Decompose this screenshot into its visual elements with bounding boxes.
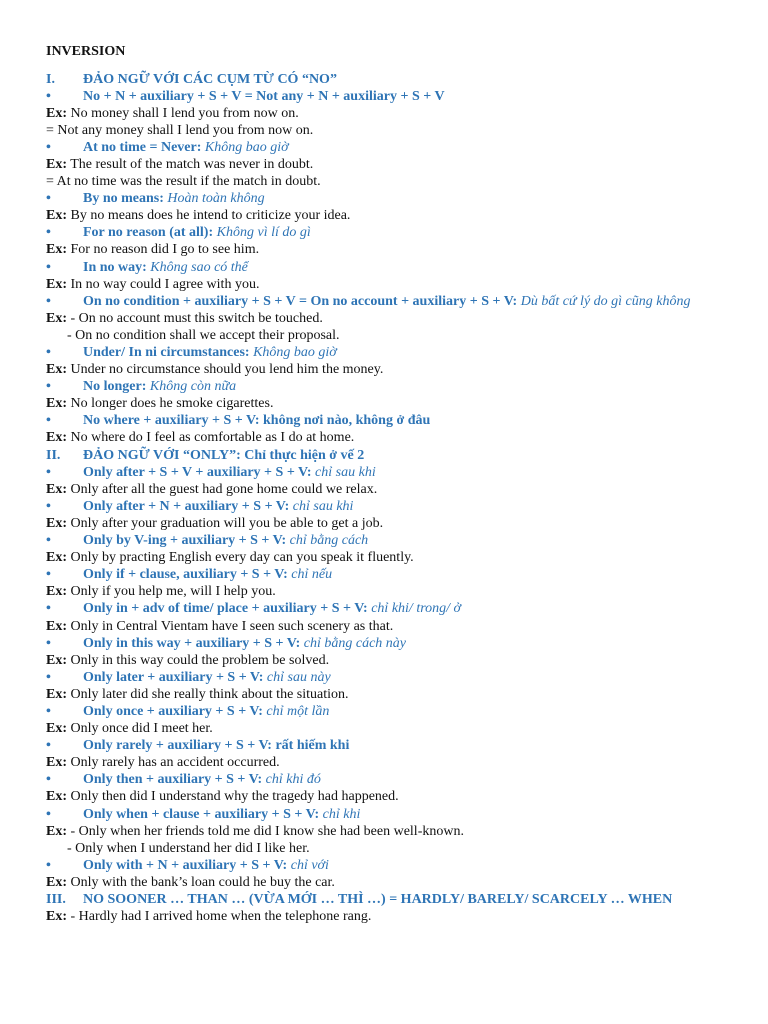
rule-item [46,806,736,823]
example-label: Ex: [46,823,67,839]
rule-text [83,88,736,105]
example-text: For no reason did I go to see him. [67,242,260,258]
example-label: Ex: [46,909,67,925]
bullet-icon: • [46,191,51,207]
bullet-icon: • [46,669,51,685]
example-line [46,874,736,891]
rule-meaning: chỉ bằng cách này [300,635,407,651]
example-text: No money shall I lend you from now on. [67,105,299,121]
example-text: Only rarely has an accident occurred. [67,755,280,771]
example-line [46,327,736,344]
example-line [46,241,736,258]
rule-item [46,464,736,481]
example-line [46,395,736,412]
section-heading [46,447,736,464]
example-line [46,207,736,224]
example-label: Ex: [46,362,67,378]
rule-text [83,532,736,549]
example-line [46,908,736,925]
rule-pattern: On no condition + auxiliary + S + V = On no account + auxiliary + S + V: [83,293,518,309]
rule-text [83,498,736,515]
rule-pattern: Only in this way + auxiliary + S + V: [83,635,301,651]
rule-item [46,498,736,515]
example-line [46,583,736,600]
bullet-icon: • [46,635,51,651]
rule-pattern: Only after + N + auxiliary + S + V: [83,498,290,514]
example-label: Ex: [46,584,67,600]
section-heading [46,71,736,88]
bullet-icon: • [46,806,51,822]
example-text: No longer does he smoke cigarettes. [67,396,274,412]
rule-text [83,412,736,429]
rule-text [83,771,736,788]
rule-item [46,224,736,241]
rule-meaning: chỉ sau khi [311,464,376,480]
example-text: Under no circumstance should you lend him the money. [67,362,384,378]
rule-meaning: Không sao có thể [146,259,248,275]
example-text: Only if you help me, will I help you. [67,584,276,600]
example-text: Only after all the guest had gone home could we relax. [67,481,378,497]
example-line [46,310,736,327]
rule-item [46,378,736,395]
example-label: Ex: [46,242,67,258]
example-line [46,652,736,669]
rule-meaning: Không còn nữa [146,379,237,395]
rule-item [46,703,736,720]
bullet-icon: • [46,703,51,719]
example-text: The result of the match was never in doubt. [67,156,314,172]
rule-text [83,139,736,156]
section-heading [46,891,736,908]
example-line [46,276,736,293]
rule-pattern: Only if + clause, auxiliary + S + V: [83,567,288,583]
example-text: - Only when her friends told me did I know she had been well-known. [67,823,464,839]
example-line [46,429,736,446]
rule-pattern: In no way: [83,259,147,275]
rule-meaning: Hoàn toàn không [163,191,265,207]
document-title: INVERSION [46,44,126,59]
rule-meaning: Không bao giờ [249,345,337,360]
bullet-icon: • [46,464,51,480]
rule-text [83,378,736,395]
rule-pattern: Only when + clause + auxiliary + S + V: [83,806,320,822]
example-text: Only after your graduation will you be able to get a job. [67,515,384,531]
rule-text [83,566,736,583]
bullet-icon: • [46,413,51,429]
rule-text [83,669,736,686]
example-text: = Not any money shall I lend you from now on. [46,122,314,138]
rule-meaning: chỉ sau này [263,669,331,685]
example-label: Ex: [46,208,67,224]
bullet-icon: • [46,259,51,275]
rule-text [83,293,736,310]
bullet-icon: • [46,857,51,873]
example-label: Ex: [46,550,67,566]
section-number: III. [46,892,66,907]
rule-text [83,224,736,241]
rule-pattern: Only after + S + V + auxiliary + S + V: [83,464,312,480]
example-label: Ex: [46,789,67,805]
rule-meaning: Không bao giờ [201,139,289,155]
section-number: II. [46,447,61,463]
example-text: - On no account must this switch be touched. [67,310,323,326]
rule-pattern: At no time = Never: [83,139,202,155]
bullet-icon: • [46,379,51,395]
rule-item [46,190,736,207]
example-line [46,515,736,532]
bullet-icon: • [46,772,51,788]
example-line [46,754,736,771]
rule-item [46,566,736,583]
rule-pattern: Only with + N + auxiliary + S + V: [83,857,288,873]
rule-text [83,344,736,361]
example-text: Only later did she really think about the situation. [67,686,349,702]
bullet-icon: • [46,139,51,155]
rule-pattern: Only then + auxiliary + S + V: [83,772,263,788]
example-text: Only once did I meet her. [67,721,213,737]
rule-meaning: chỉ khi/ trong/ ở [367,601,461,617]
example-label: Ex: [46,618,67,634]
rule-meaning: chỉ khi đó [262,772,321,788]
rule-item [46,737,736,754]
sections-container [46,71,736,926]
rule-pattern: No where + auxiliary + S + V: không nơi nào, không ở đâu [83,413,431,429]
rule-meaning: chỉ khi [319,806,361,822]
section-title: ĐẢO NGỮ VỚI “ONLY”: Chỉ thực hiện ở vế 2 [83,447,365,463]
example-line [46,361,736,378]
example-text: Only in this way could the problem be solved. [67,652,330,668]
rule-item [46,669,736,686]
example-label: Ex: [46,430,67,446]
bullet-icon: • [46,293,51,309]
document-page [46,43,736,925]
rule-text [83,737,736,754]
rule-meaning: chỉ nếu [287,567,333,583]
rule-pattern: Under/ In ni circumstances: [83,345,250,360]
section-1 [46,71,736,447]
rule-pattern: No longer: [83,379,147,395]
example-text: - On no condition shall we accept their proposal. [46,327,340,343]
example-line [46,156,736,173]
section-3 [46,891,736,925]
rule-meaning: chỉ bằng cách [286,533,369,549]
rule-meaning: chỉ sau khi [289,498,354,514]
rule-meaning: Dù bất cứ lý do gì cũng không [517,293,691,309]
rule-meaning: chỉ một lần [262,703,330,719]
example-label: Ex: [46,310,67,326]
example-line [46,686,736,703]
example-text: By no means does he intend to criticize your idea. [67,208,351,224]
rule-pattern: Only by V-ing + auxiliary + S + V: [83,533,287,549]
example-line [46,840,736,857]
example-label: Ex: [46,686,67,702]
example-text: - Only when I understand her did I like her. [46,840,310,856]
rule-text [83,190,736,207]
bullet-icon: • [46,225,51,241]
bullet-icon: • [46,533,51,549]
rule-item [46,293,736,310]
rule-pattern: Only in + adv of time/ place + auxiliary + S + V: [83,601,368,617]
rule-pattern: Only later + auxiliary + S + V: [83,669,264,685]
bullet-icon: • [46,738,51,754]
rule-text [83,464,736,481]
example-text: In no way could I agree with you. [67,276,260,292]
rule-item [46,600,736,617]
rule-meaning: Không vì lí do gì [213,225,311,241]
example-label: Ex: [46,481,67,497]
example-text: Only in Central Vientam have I seen such scenery as that. [67,618,394,634]
rule-text [83,635,736,652]
example-text: Only with the bank’s loan could he buy the car. [67,874,335,890]
rule-item [46,532,736,549]
rule-item [46,88,736,105]
example-line [46,618,736,635]
rule-text [83,703,736,720]
rule-pattern: By no means: [83,191,164,207]
example-text: Only by practing English every day can you speak it fluently. [67,550,414,566]
rule-pattern: Only once + auxiliary + S + V: [83,703,263,719]
rule-pattern: For no reason (at all): [83,225,214,241]
example-line [46,481,736,498]
example-line [46,720,736,737]
bullet-icon: • [46,345,51,360]
rule-pattern: Only rarely + auxiliary + S + V: rất hiếm khi [83,738,350,754]
example-label: Ex: [46,105,67,121]
example-text: - Hardly had I arrived home when the telephone rang. [67,909,372,925]
bullet-icon: • [46,601,51,617]
example-line [46,823,736,840]
example-label: Ex: [46,874,67,890]
example-line [46,549,736,566]
rule-pattern: No + N + auxiliary + S + V = Not any + N + auxiliary + S + V [83,88,445,104]
rule-item [46,857,736,874]
rule-item [46,635,736,652]
example-text: No where do I feel as comfortable as I do at home. [67,430,355,446]
section-2 [46,447,736,891]
rule-meaning: chỉ với [287,857,329,873]
rule-item [46,139,736,156]
rule-text [83,259,736,276]
example-label: Ex: [46,755,67,771]
section-number: I. [46,71,55,87]
example-label: Ex: [46,721,67,737]
example-line [46,173,736,190]
rule-item [46,771,736,788]
example-label: Ex: [46,515,67,531]
bullet-icon: • [46,88,51,104]
example-line [46,122,736,139]
example-label: Ex: [46,396,67,412]
example-text: Only then did I understand why the tragedy had happened. [67,789,399,805]
bullet-icon: • [46,498,51,514]
rule-item [46,344,736,361]
section-title: NO SOONER … THAN … (VỪA MỚI … THÌ …) = HARDLY/ BARELY/ SCARCELY … WHEN [83,892,673,907]
example-text: = At no time was the result if the match in doubt. [46,174,321,190]
example-label: Ex: [46,652,67,668]
example-line [46,105,736,122]
section-title: ĐẢO NGỮ VỚI CÁC CỤM TỪ CÓ “NO” [83,71,337,87]
example-label: Ex: [46,156,67,172]
rule-item [46,412,736,429]
rule-item [46,259,736,276]
rule-text [83,806,736,823]
example-label: Ex: [46,276,67,292]
rule-text [83,857,736,874]
bullet-icon: • [46,567,51,583]
example-line [46,788,736,805]
rule-text [83,600,736,617]
